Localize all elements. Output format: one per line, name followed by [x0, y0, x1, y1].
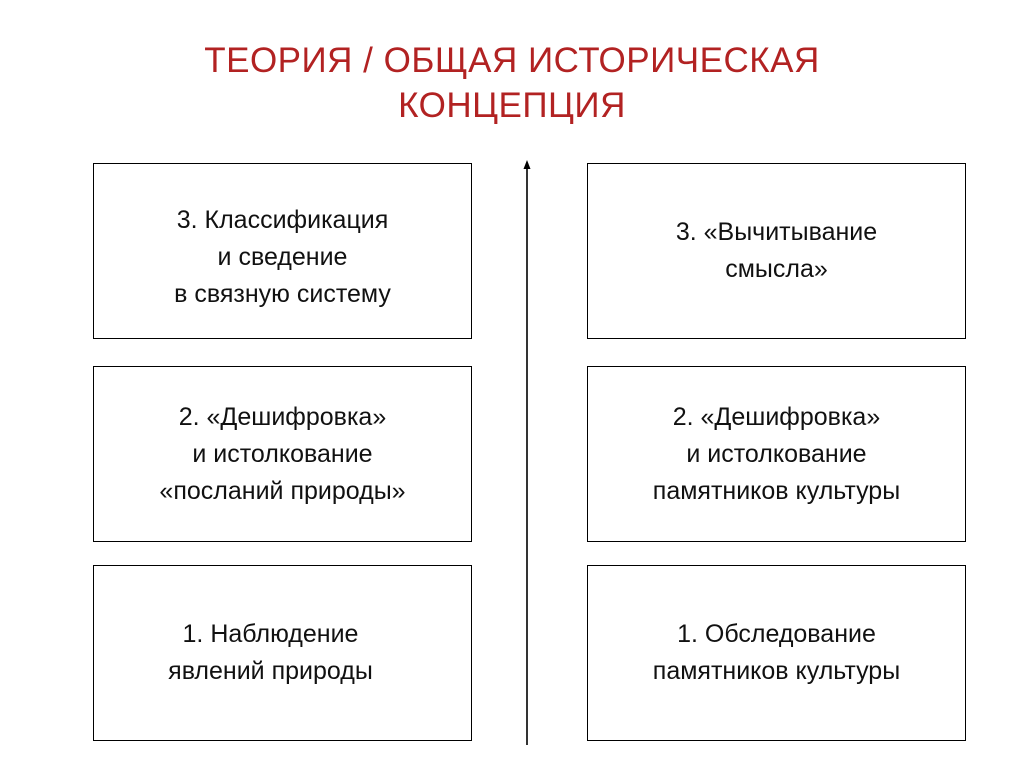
upward-arrow [519, 160, 535, 745]
right-box-level-2 [587, 366, 966, 542]
left-box-level-3 [93, 163, 472, 339]
right-box-level-3-text: 3. «Вычитывание смысла» [675, 218, 878, 283]
right-box-level-1-text: 1. Обследование памятников культуры [652, 620, 901, 685]
left-box-level-1 [93, 565, 472, 741]
left-box-level-1-text: 1. Наблюдение явлений природы [168, 620, 373, 685]
title-line-2: КОНЦЕПЦИЯ [398, 86, 626, 125]
right-box-level-2-text: 2. «Дешифровка» и истолкование памятников культуры [652, 402, 901, 505]
title-line-1: ТЕОРИЯ / ОБЩАЯ ИСТОРИЧЕСКАЯ [204, 41, 820, 80]
left-box-level-2 [93, 366, 472, 542]
right-box-level-3 [587, 163, 966, 339]
left-box-level-3-text: 3. Классификация и сведение в связную систему [174, 205, 391, 308]
left-box-level-2-text: 2. «Дешифровка» и истолкование «посланий природы» [159, 402, 406, 505]
arrow-head [524, 160, 531, 169]
page-title [0, 38, 1024, 128]
right-box-level-1 [587, 565, 966, 741]
